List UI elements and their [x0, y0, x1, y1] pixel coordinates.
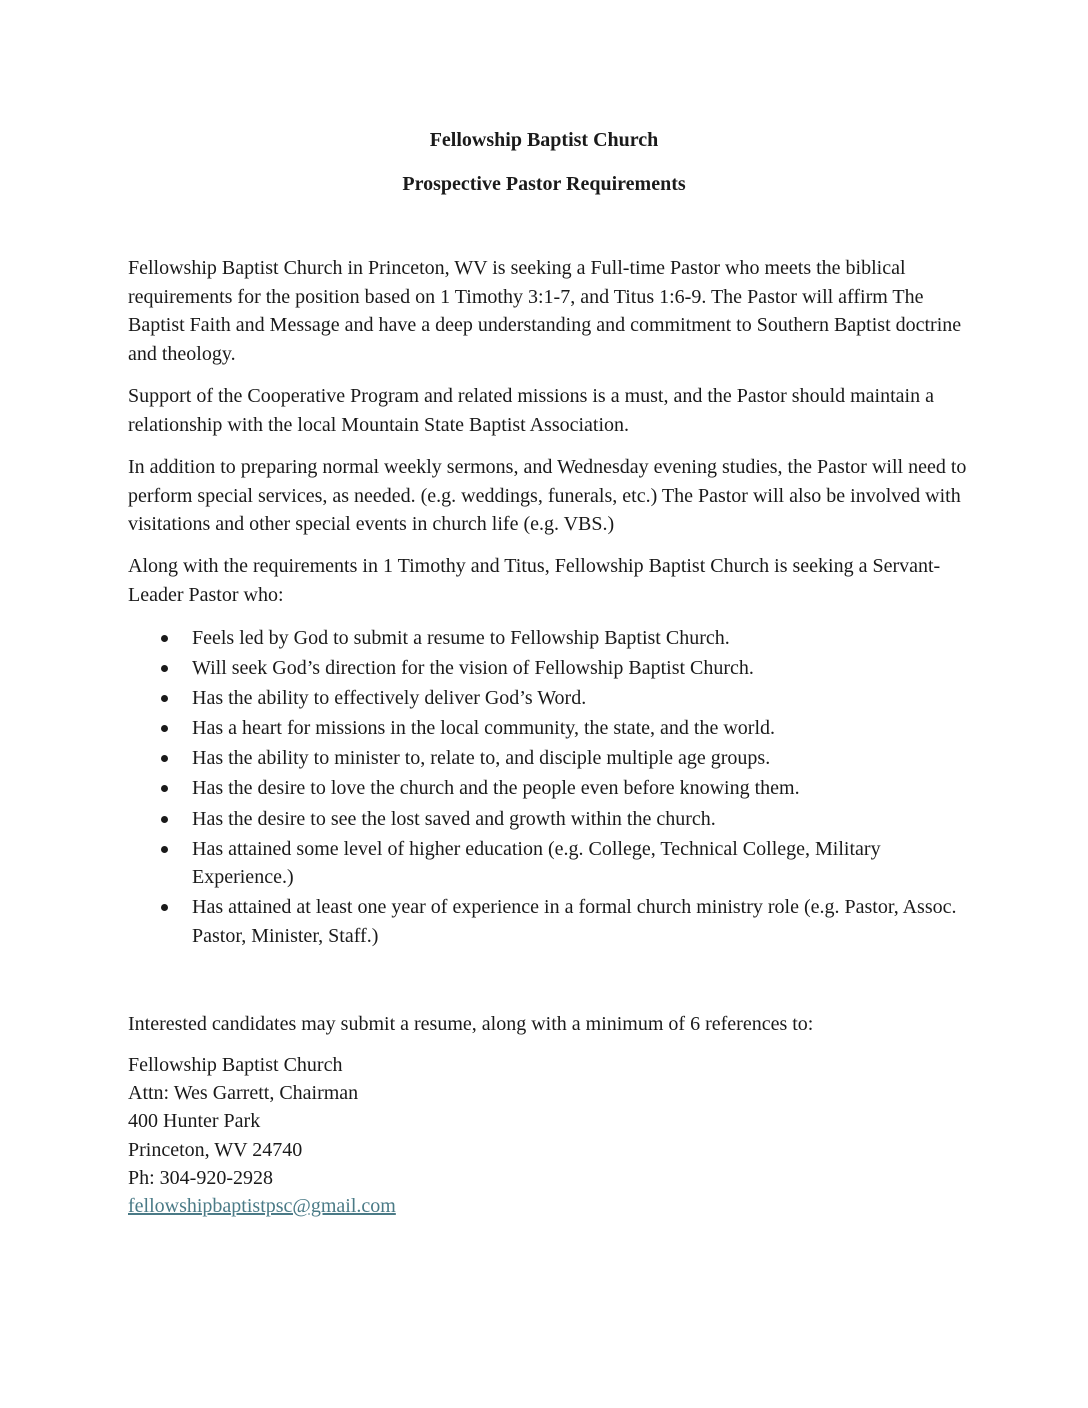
bullet-icon	[161, 725, 168, 732]
list-item: Has the ability to minister to, relate to, and disciple multiple age groups.	[128, 744, 958, 773]
document-title: Prospective Pastor Requirements	[402, 173, 686, 195]
bullet-icon	[161, 665, 168, 672]
bullet-icon	[161, 904, 168, 911]
intro-paragraph: Fellowship Baptist Church in Princeton, WV is seeking a Full-time Pastor who meets the biblical requirements for the position based on 1 Timothy 3:1-7, and Titus 1:6-9. The Pastor will affirm The Baptist Faith and Message and have a deep understanding and commitment to Southern Baptist doctrine and theology.	[128, 257, 962, 365]
list-item: Has attained at least one year of experience in a formal church ministry role (e.g. Pastor, Assoc. Pastor, Minister, Staff.)	[128, 893, 958, 950]
requirements-list	[128, 624, 958, 952]
cooperative-program-paragraph: Support of the Cooperative Program and related missions is a must, and the Pastor should maintain a relationship with the local Mountain State Baptist Association.	[128, 385, 934, 436]
contact-email-link[interactable]: fellowshipbaptistpsc@gmail.com	[128, 1194, 396, 1217]
list-item: Has the desire to see the lost saved and growth within the church.	[128, 805, 958, 834]
list-item: Has attained some level of higher education (e.g. College, Technical College, Military Experience.)	[128, 835, 958, 892]
list-item: Has a heart for missions in the local community, the state, and the world.	[128, 714, 958, 743]
contact-name: Fellowship Baptist Church	[128, 1054, 343, 1076]
bullet-icon	[161, 755, 168, 762]
list-item: Will seek God’s direction for the vision of Fellowship Baptist Church.	[128, 654, 958, 683]
closing-paragraph: Interested candidates may submit a resume, along with a minimum of 6 references to:	[128, 1013, 814, 1035]
contact-city: Princeton, WV 24740	[128, 1138, 303, 1161]
list-item: Has the ability to effectively deliver God’s Word.	[128, 684, 958, 713]
bullet-icon	[161, 635, 168, 642]
duties-paragraph: In addition to preparing normal weekly sermons, and Wednesday evening studies, the Pastor will need to perform special services, as needed. (e.g. weddings, funerals, etc.) The Pastor will also be involved with visitations and other special events in church life (e.g. VBS.)	[128, 456, 967, 535]
contact-phone: Ph: 304-920-2928	[128, 1166, 273, 1189]
contact-address-block	[128, 1051, 728, 1220]
contact-street: 400 Hunter Park	[128, 1110, 261, 1133]
list-item: Feels led by God to submit a resume to Fellowship Baptist Church.	[128, 624, 958, 653]
contact-attn: Attn: Wes Garrett, Chairman	[128, 1082, 359, 1105]
bullet-icon	[161, 695, 168, 702]
bullet-icon	[161, 785, 168, 792]
church-name-heading: Fellowship Baptist Church	[429, 129, 659, 151]
servant-leader-paragraph: Along with the requirements in 1 Timothy and Titus, Fellowship Baptist Church is seeking a Servant-Leader Pastor who:	[128, 555, 941, 606]
bullet-icon	[161, 816, 168, 823]
list-item: Has the desire to love the church and the people even before knowing them.	[128, 774, 958, 803]
bullet-icon	[161, 846, 168, 853]
